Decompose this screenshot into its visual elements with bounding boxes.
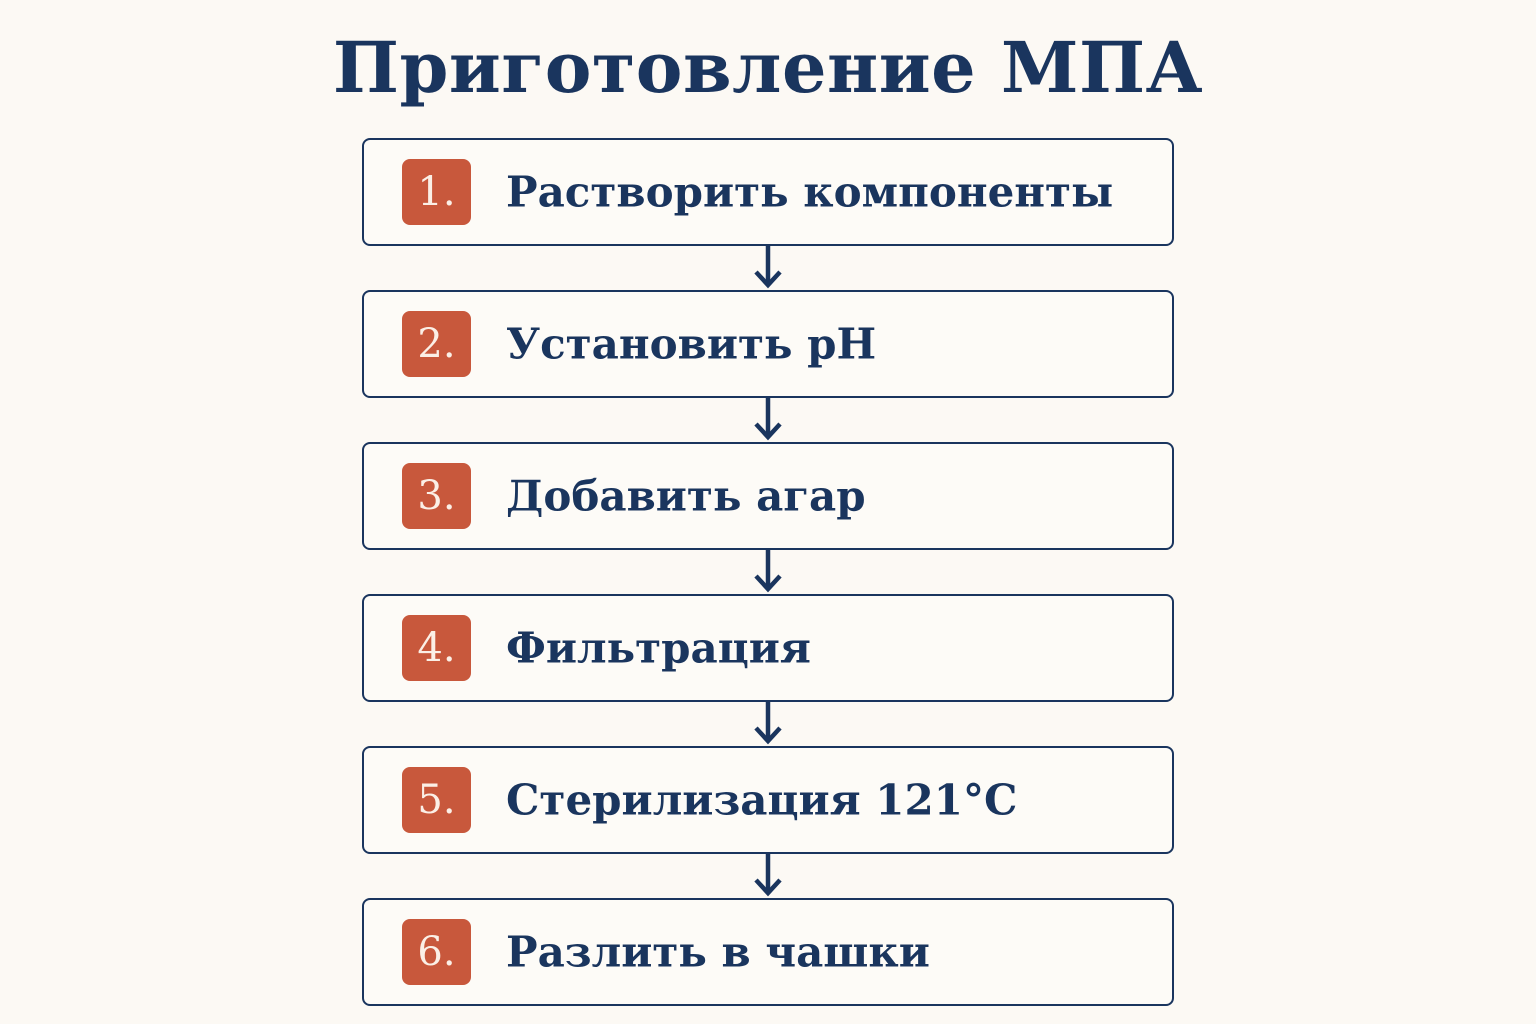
step-number-badge: 3. [402,463,471,529]
down-arrow-icon [362,398,1174,442]
step-number-badge: 1. [402,159,471,225]
step-number-badge: 4. [402,615,471,681]
flowchart [362,138,1174,1006]
diagram-title: Приготовление МПА [332,26,1204,109]
step-label: Фильтрация [506,623,811,673]
step-number-badge: 6. [402,919,471,985]
step-label: Разлить в чашки [506,927,930,977]
down-arrow-icon [362,854,1174,898]
step-box-1 [362,138,1174,246]
step-box-2 [362,290,1174,398]
step-label: Установить pH [506,319,877,369]
step-box-4 [362,594,1174,702]
step-label: Стерилизация 121°C [506,775,1018,825]
step-box-6 [362,898,1174,1006]
down-arrow-icon [362,702,1174,746]
step-number-badge: 2. [402,311,471,377]
step-box-3 [362,442,1174,550]
step-label: Добавить агар [506,471,866,521]
step-number-badge: 5. [402,767,471,833]
down-arrow-icon [362,246,1174,290]
down-arrow-icon [362,550,1174,594]
step-box-5 [362,746,1174,854]
step-label: Растворить компоненты [506,167,1114,217]
